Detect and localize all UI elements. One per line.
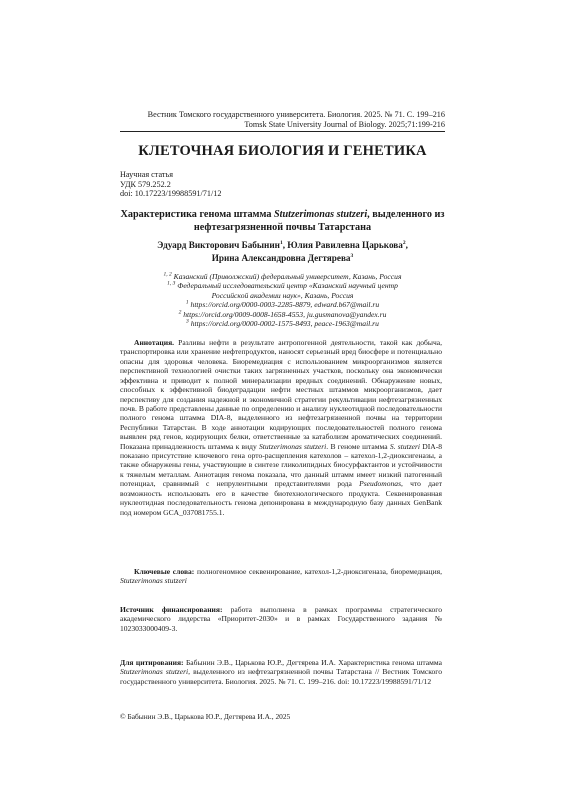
header-rule [120,131,445,132]
orcid-3[interactable]: $^3$ https://orcid.org/0000-0002-1575-8493, peace-1963@mail.ru [186,318,379,329]
journal-header-ru: Вестник Томского государственного университета. Биология. 2025. № 71. С. 199–216 [147,110,445,119]
doi: doi: 10.17223/19988591/71/12 [120,189,222,199]
orcid-1[interactable]: $^1$ https://orcid.org/0000-0003-2285-8879, edward.b67@mail.ru [185,299,380,310]
orcid-2[interactable]: $^2$ https://orcid.org/0009-0008-1658-4553, ju.gusmanova@yandex.ru [178,309,387,319]
affiliation-2: $^{1, 3}$ Федеральный исследовательский центр «Казанский научный центр Российской академии наук», Казань, Россия [167,280,398,300]
author-1: Эдуард Викторович Бабынин [157,240,280,250]
journal-header-en: Tomsk State University Journal of Biology. 2025;71:199-216 [244,120,445,129]
citation-label: Для цитирования: [120,658,184,667]
keywords: Ключевые слова: полногеномное секвенирование, катехол-1,2-диоксигеназа, биоремедиация, Stutzerimonas stutzeri [120,567,442,586]
article-type: Научная статья [120,170,173,179]
author-list: Эдуард Викторович Бабынин$^1$, Юлия Равилевна Царькова$^2$, Ирина Александровна Дегтярева$^3$ [157,239,408,263]
affiliation-1: $^{1, 2}$ Казанский (Приволжский) федеральный университет, Казань, Россия [163,271,402,281]
author-2: Юлия Равилевна Царькова [287,240,403,250]
title-species: Stutzerimonas stutzeri [274,209,368,220]
funding-label: Источник финансирования: [120,605,223,614]
section-title: КЛЕТОЧНАЯ БИОЛОГИЯ И ГЕНЕТИКА [138,143,427,159]
abstract: Аннотация. Разливы нефти в результате антропогенной деятельности, такой как добыча, транспортировка или хранение нефтепродуктов, наносят серьезный вред биосфере и потенциально опасны для здоровья человека. Биоремедиация с использованием микроорганизмов является перспективной технологией очистки таких загрязненных участков, поскольку она экономически эффективна и приводит к полной минерализации вредных соединений. Обнаружение новых, способных к эффективной биодеградации нефти местных штаммов микроорганизмов, дает перспективу для создания надежной и экономичной стратегии рекультивации нефтезагрязненных почв. В работе представлены данные по определению и анализу нуклеотидной последовательности полного генома штамма DIA-8, выделенного из нефтезагрязненной почвы на территории Республики Татарстан. В ходе аннотации кодирующих последовательностей полного генома выявлен ряд генов, кодирующих белки, ответственные за катаболизм ароматических соединений. Показана принадлежность штамма к виду Stutzerimonas stutzeri. В геноме штамма S. stutzeri DIA-8 показано присутствие ключевого гена орто-расщепления катехолов – катехол-1,2-диоксигеназы, а также обнаружены гены, участвующие в синтезе гликолипидных биосурфактантов и устойчивости к тяжелым металлам. Аннотация генома показала, что данный штамм имеет низкий патогенный потенциал, сравнимый с непрулентными представителями рода Pseudomonas, что дает возможность использовать его в качестве биотехнологического продукта. Секвенированная нуклеотидная последовательность генома депонирована в международную базу данных GenBank под номером GCA_037081755.1. [120,338,443,517]
author-3: Ирина Александровна Дегтярева [211,253,351,263]
udk: УДК 579.252.2 [120,179,171,189]
affiliations [150,272,415,328]
article-title: Характеристика генома штамма Stutzerimonas stutzeri, выделенного из нефтезагрязненной почвы Татарстана [120,209,445,233]
funding: Источник финансирования: работа выполнена в рамках программы стратегического академического лидерства «Приоритет-2030» и в рамках Государственного задания № 1023033000409-3. [120,605,442,633]
journal-header [120,110,445,130]
citation: Для цитирования: Бабынин Э.В., Царькова Ю.Р., Дегтярева И.А. Характеристика генома штамма Stutzerimonas stutzeri, выделенного из нефтезагрязненной почвы Татарстана // Вестник Томского государственного университета. Биология. 2025. № 71. С. 199–216. doi: 10.17223/19988591/71/12 [120,658,442,686]
abstract-label: Аннотация. [134,338,175,347]
keywords-label: Ключевые слова: [134,567,195,576]
article-meta [120,170,221,199]
copyright: © Бабынин Э.В., Царькова Ю.Р., Дегтярева И.А., 2025 [120,712,291,721]
